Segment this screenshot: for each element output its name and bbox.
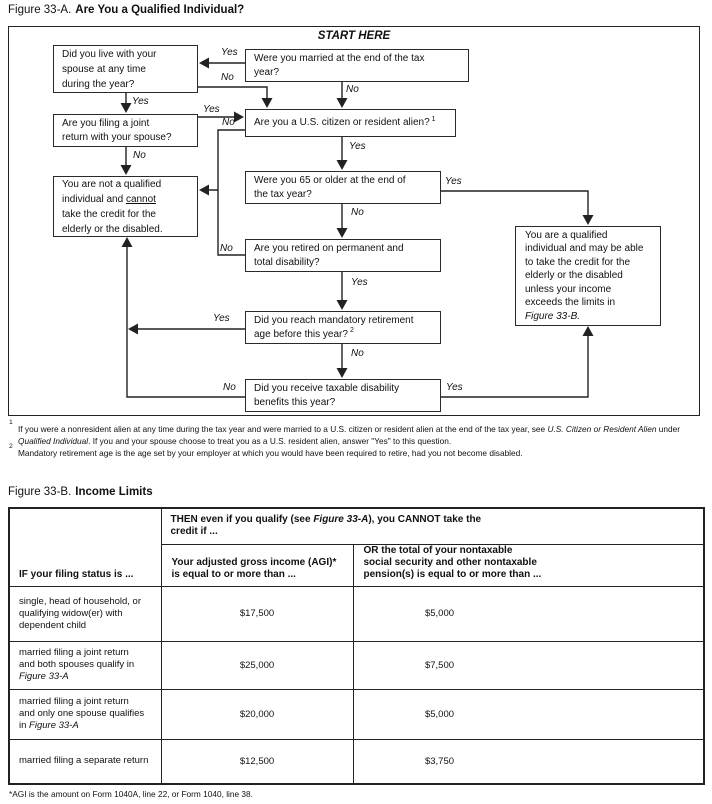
node-age65-question: Were you 65 or older at the end of the tax year? (245, 171, 441, 204)
figure-33b-reference: Figure 33-B. (525, 310, 581, 322)
th-filing-status: IF your filing status is ... (9, 508, 161, 586)
mandatory-footnote-ref: 2 (349, 327, 354, 335)
edge-label-mandatory-yes: Yes (213, 313, 230, 324)
cell-agi-value: $20,000 (161, 689, 353, 739)
edge-label-citizen-no: No (222, 117, 235, 128)
node-mandatory-retirement-question: Did you reach mandatory retirement age before this year? $^2$ (245, 311, 441, 344)
cell-pension-value: $3,750 (353, 739, 704, 784)
footnote-2: 2 Mandatory retirement age is the age set by your employer at which you would have been required to retire, had you not become disabled. (9, 443, 523, 458)
cell-filing-status: married filing a separate return (9, 739, 161, 784)
node-married-question: Were you married at the end of the tax year? (245, 49, 469, 82)
start-here-label: START HERE (317, 30, 391, 42)
node-citizen-question: Are you a U.S. citizen or resident alien? $^1$ (245, 109, 456, 137)
citizen-footnote-ref: 1 (431, 115, 436, 123)
edge-label-spouse-no: No (221, 72, 234, 83)
th-nontaxable: OR the total of your nontaxable social security and other nontaxable pension(s) is equal to or more than ... (353, 544, 704, 586)
agi-footnote: *AGI is the amount on Form 1040A, line 22, or Form 1040, line 38. (9, 789, 253, 799)
node-spouse-question: Did you live with your spouse at any time during the year? (53, 45, 198, 93)
cell-pension-value: $5,000 (353, 689, 704, 739)
node-disability-benefits-question: Did you receive taxable disability benefits this year? (245, 379, 441, 412)
edge-label-retired-yes: Yes (351, 277, 368, 288)
figure-b-title-text: Income Limits (75, 486, 153, 498)
edge-label-joint-no: No (133, 150, 146, 161)
edge-label-married-no: No (346, 84, 359, 95)
edge-label-retired-no: No (220, 243, 233, 254)
edge-label-married-yes: Yes (221, 47, 238, 58)
node-qualified-result: You are a qualified individual and may be able to take the credit for the elderly or the disabled unless your income exceeds the limits in Figure 33-B. (515, 226, 661, 326)
edge-label-disability-yes: Yes (446, 382, 463, 393)
edge-label-disability-no: No (223, 382, 236, 393)
node-retired-disability-question: Are you retired on permanent and total disability? (245, 239, 441, 272)
cannot-underlined: cannot (125, 193, 156, 205)
th-agi: Your adjusted gross income (AGI)* is equal to or more than ... (161, 544, 353, 586)
cell-pension-value: $5,000 (353, 586, 704, 641)
cell-filing-status: married filing a joint return and only one spouse qualifies in Figure 33-A (9, 689, 161, 739)
footnote-1: 1 If you were a nonresident alien at any time during the tax year and were married to a U.S. citizen or resident alien at the end of the tax year, see U.S. Citizen or Resident Alien under Qualified Individual. If you and your spouse choose to treat you as a U.S. resident alien, answer "Yes" to this question. (9, 419, 680, 446)
figure-a-title-text: Are You a Qualified Individual? (75, 4, 245, 16)
figure-b-title-prefix: Figure 33-B. (8, 486, 72, 498)
cell-agi-value: $17,500 (161, 586, 353, 641)
figure-a-title-prefix: Figure 33-A. (8, 4, 72, 16)
edge-label-joint-yes: Yes (203, 104, 220, 115)
cell-filing-status: single, head of household, or qualifying widow(er) with dependent child (9, 586, 161, 641)
node-joint-return-question: Are you filing a joint return with your spouse? (53, 114, 198, 147)
cell-agi-value: $12,500 (161, 739, 353, 784)
edge-label-spouse-yes: Yes (132, 96, 149, 107)
edge-label-mandatory-no: No (351, 348, 364, 359)
cell-pension-value: $7,500 (353, 641, 704, 689)
cell-filing-status: married filing a joint return and both spouses qualify in Figure 33-A (9, 641, 161, 689)
edge-label-age65-no: No (351, 207, 364, 218)
cell-agi-value: $25,000 (161, 641, 353, 689)
edge-label-citizen-yes: Yes (349, 141, 366, 152)
edge-label-age65-yes: Yes (445, 176, 462, 187)
th-then-qualify: THEN even if you qualify (see Figure 33-A), you CANNOT take the credit if ... (161, 508, 704, 544)
node-not-qualified-result: You are not a qualified individual and cannot take the credit for the elderly or the disabled. (53, 176, 198, 237)
